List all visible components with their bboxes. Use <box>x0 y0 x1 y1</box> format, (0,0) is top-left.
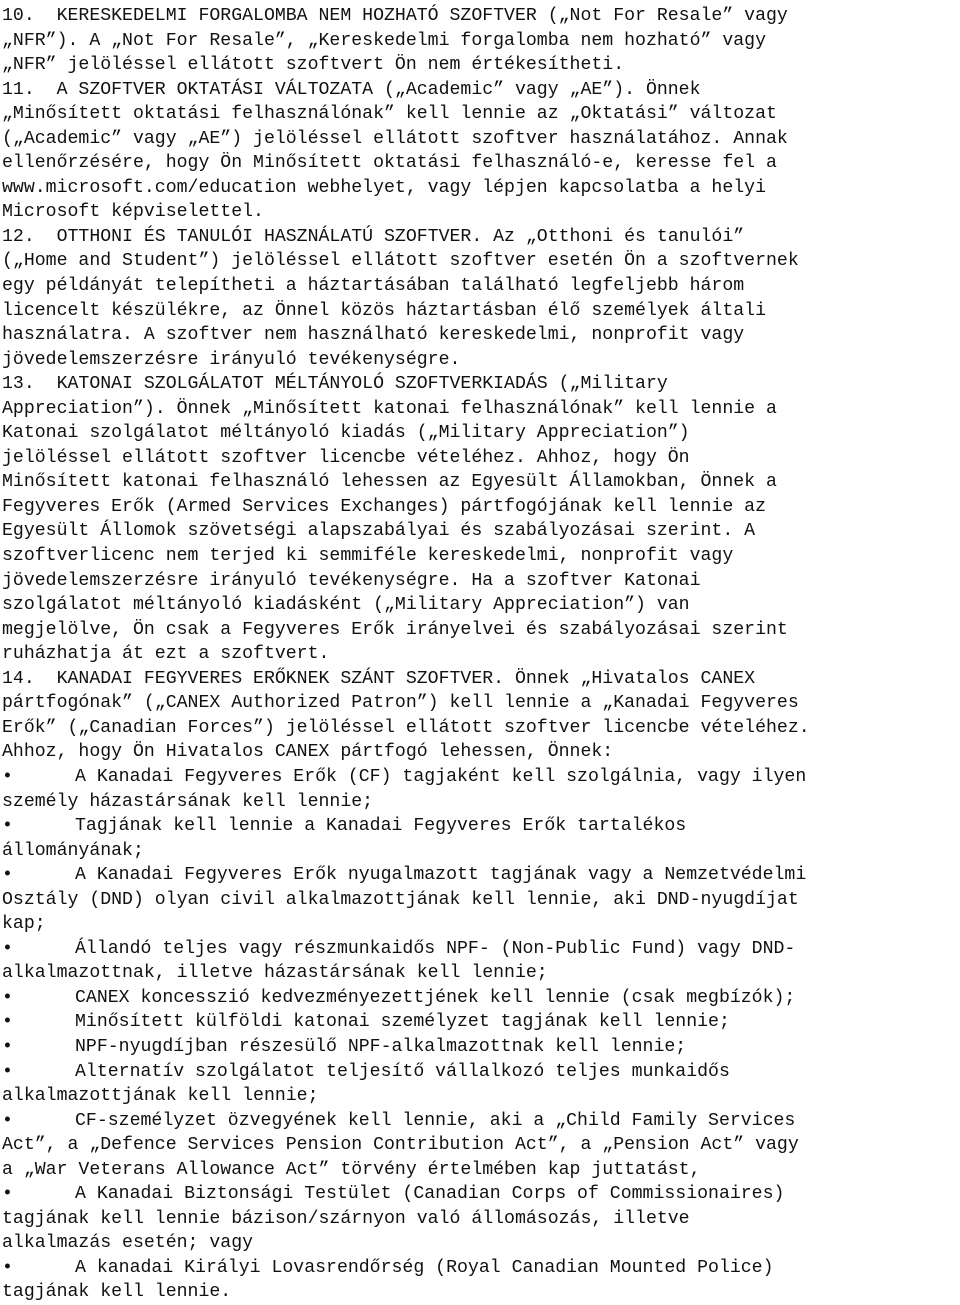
bullet-item <box>2 1060 960 1085</box>
text-line: szolgálatot méltányoló kiadásként („Military Appreciation”) van <box>2 595 690 616</box>
text-line: „NFR” jelöléssel ellátott szoftvert Ön nem értékesítheti. <box>2 55 625 76</box>
bullet-item-continuation: kap; <box>2 914 46 935</box>
bullet-item-text: NPF-nyugdíjban részesülő NPF-alkalmazottnak kell lennie; <box>75 1036 687 1057</box>
bullet-item <box>2 1182 960 1207</box>
text-line: egy példányát telepítheti a háztartásában található legfeljebb három <box>2 276 745 297</box>
text-line: „Minősített oktatási felhasználónak” kell lennie az „Oktatási” változat <box>2 104 777 125</box>
bullet-item-continuation: alkalmazás esetén; vagy <box>2 1233 254 1254</box>
text-line: „NFR”). A „Not For Resale”, „Kereskedelmi forgalomba nem hozható” vagy <box>2 30 766 51</box>
bullet-item-continuation: tagjának kell lennie bázison/szárnyon való állomásozás, illetve <box>2 1208 690 1229</box>
bullet-item-continuation: a „War Veterans Allowance Act” törvény értelmében kap juttatást, <box>2 1159 701 1180</box>
bullet-icon: • <box>2 1184 13 1205</box>
bullet-item <box>2 814 960 839</box>
text-line: („Academic” vagy „AE”) jelöléssel ellátott szoftver használatához. Annak <box>2 128 788 149</box>
bullet-item-text: A Kanadai Fegyveres Erők (CF) tagjaként kell szolgálnia, vagy ilyen <box>75 766 807 787</box>
text-line: licencelt készülékre, az Önnel közös háztartásban élő személyek általi <box>2 300 766 321</box>
text-line: Minősített katonai felhasználó lehessen az Egyesült Államokban, Önnek a <box>2 472 777 493</box>
text-line: pártfogónak” („CANEX Authorized Patron”) kell lennie a „Kanadai Fegyveres <box>2 693 799 714</box>
text-line: („Home and Student”) jelöléssel ellátott szoftver esetén Ön a szoftvernek <box>2 251 799 272</box>
text-line: Microsoft képviselettel. <box>2 202 264 223</box>
text-line: jelöléssel ellátott szoftver licencbe vételéhez. Ahhoz, hogy Ön <box>2 447 690 468</box>
bullet-icon: • <box>2 816 13 837</box>
bullet-item <box>2 863 960 888</box>
text-line: 12. OTTHONI ÉS TANULÓI HASZNÁLATÚ SZOFTVER. Az „Otthoni és tanulói” <box>2 226 745 247</box>
bullet-item <box>2 765 960 790</box>
bullet-item-text: A kanadai Királyi Lovasrendőrség (Royal Canadian Mounted Police) <box>75 1257 774 1278</box>
text-line: ruházhatja át ezt a szoftvert. <box>2 644 330 665</box>
bullet-item-text: Alternatív szolgálatot teljesítő vállalkozó teljes munkaidős <box>75 1061 730 1082</box>
text-line: ellenőrzésére, hogy Ön Minősített oktatási felhasználó-e, keresse fel a <box>2 153 777 174</box>
bullet-item <box>2 1256 960 1281</box>
text-line: Ahhoz, hogy Ön Hivatalos CANEX pártfogó lehessen, Önnek: <box>2 742 614 763</box>
text-line: 14. KANADAI FEGYVERES ERŐKNEK SZÁNT SZOFTVER. Önnek „Hivatalos CANEX <box>2 668 756 689</box>
bullet-item-continuation: alkalmazottjának kell lennie; <box>2 1086 319 1107</box>
bullet-item-continuation: tagjának kell lennie. <box>2 1282 232 1303</box>
bullet-item-text: CF-személyzet özvegyének kell lennie, aki a „Child Family Services <box>75 1110 796 1131</box>
bullet-item-text: CANEX koncesszió kedvezményezettjének kell lennie (csak megbízók); <box>75 987 796 1008</box>
bullet-item-text: Tagjának kell lennie a Kanadai Fegyveres Erők tartalékos <box>75 816 687 837</box>
text-line: 13. KATONAI SZOLGÁLATOT MÉLTÁNYOLÓ SZOFTVERKIADÁS („Military <box>2 374 668 395</box>
text-line: 11. A SZOFTVER OKTATÁSI VÁLTOZATA („Academic” vagy „AE”). Önnek <box>2 79 701 100</box>
bullet-icon: • <box>2 987 13 1008</box>
text-line: www.microsoft.com/education webhelyet, vagy lépjen kapcsolatba a helyi <box>2 177 766 198</box>
bullet-icon: • <box>2 1110 13 1131</box>
bullet-item <box>2 1035 960 1060</box>
bullet-item-text: A Kanadai Fegyveres Erők nyugalmazott tagjának vagy a Nemzetvédelmi <box>75 865 807 886</box>
text-line: Katonai szolgálatot méltányoló kiadás („Military Appreciation”) <box>2 423 690 444</box>
text-line: jövedelemszerzésre irányuló tevékenységre. <box>2 349 461 370</box>
bullet-icon: • <box>2 1012 13 1033</box>
text-line: Fegyveres Erők (Armed Services Exchanges) pártfogójának kell lennie az <box>2 496 766 517</box>
bullet-item-continuation: Act”, a „Defence Services Pension Contribution Act”, a „Pension Act” vagy <box>2 1135 799 1156</box>
text-line: 10. KERESKEDELMI FORGALOMBA NEM HOZHATÓ SZOFTVER („Not For Resale” vagy <box>2 6 788 26</box>
bullet-item-text: A Kanadai Biztonsági Testület (Canadian Corps of Commissionaires) <box>75 1184 785 1205</box>
text-line: Egyesült Állomok szövetségi alapszabályai és szabályozásai szerint. A <box>2 521 756 542</box>
bullet-icon: • <box>2 1061 13 1082</box>
bullet-icon: • <box>2 766 13 787</box>
bullet-item <box>2 1109 960 1134</box>
bullet-item <box>2 1010 960 1035</box>
text-line: szoftverlicenc nem terjed ki semmiféle kereskedelmi, nonprofit vagy <box>2 546 734 567</box>
bullet-item-continuation: személy házastársának kell lennie; <box>2 791 374 812</box>
bullet-item-continuation: állományának; <box>2 840 144 861</box>
bullet-icon: • <box>2 1257 13 1278</box>
bullet-item-text: Minősített külföldi katonai személyzet tagjának kell lennie; <box>75 1012 730 1033</box>
text-line: megjelölve, Ön csak a Fegyveres Erők irányelvei és szabályozásai szerint <box>2 619 788 640</box>
bullet-item-continuation: Osztály (DND) olyan civil alkalmazottjának kell lennie, aki DND-nyugdíjat <box>2 889 799 910</box>
text-line: Erők” („Canadian Forces”) jelöléssel ellátott szoftver licencbe vételéhez. <box>2 717 810 738</box>
bullet-item-continuation: alkalmazottnak, illetve házastársának kell lennie; <box>2 963 548 984</box>
bullet-item <box>2 937 960 962</box>
bullet-icon: • <box>2 865 13 886</box>
text-line: Appreciation”). Önnek „Minősített katonai felhasználónak” kell lennie a <box>2 398 777 419</box>
text-line: használatra. A szoftver nem használható kereskedelmi, nonprofit vagy <box>2 325 745 346</box>
bullet-icon: • <box>2 938 13 959</box>
bullet-item-text: Állandó teljes vagy részmunkaidős NPF- (Non-Public Fund) vagy DND- <box>75 938 796 959</box>
bullet-item <box>2 986 960 1011</box>
bullet-icon: • <box>2 1036 13 1057</box>
text-line: jövedelemszerzésre irányuló tevékenységre. Ha a szoftver Katonai <box>2 570 701 591</box>
